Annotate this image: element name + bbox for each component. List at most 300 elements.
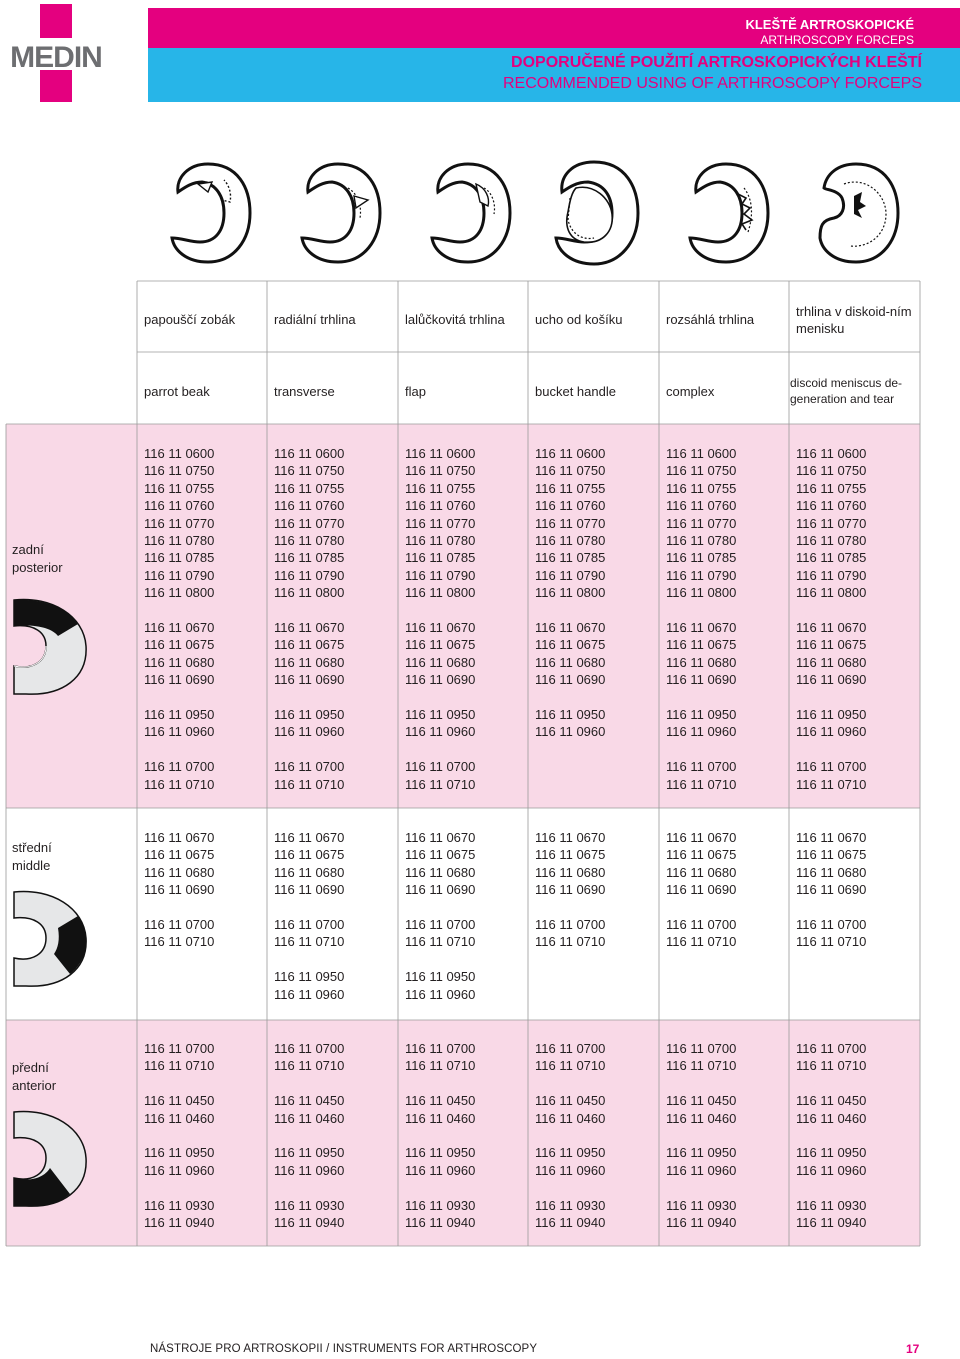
catalog-code: 116 11 0940 bbox=[796, 1215, 867, 1231]
row-label-cz: střední bbox=[12, 840, 52, 855]
catalog-code: 116 11 0670 bbox=[405, 830, 476, 845]
catalog-code: 116 11 0750 bbox=[796, 463, 867, 479]
catalog-code: 116 11 0670 bbox=[796, 620, 867, 636]
catalog-code: 116 11 0680 bbox=[405, 654, 476, 670]
catalog-code: 116 11 0780 bbox=[144, 533, 215, 549]
catalog-code: 116 11 0960 bbox=[796, 724, 867, 740]
table-cell bbox=[535, 829, 605, 968]
catalog-code: 116 11 0960 bbox=[405, 986, 476, 1002]
catalog-code: 116 11 0785 bbox=[535, 550, 606, 566]
catalog-code: 116 11 0950 bbox=[666, 707, 737, 723]
catalog-code: 116 11 0700 bbox=[405, 759, 476, 775]
catalog-code: 116 11 0675 bbox=[535, 637, 606, 653]
row-label-en: anterior bbox=[12, 1078, 57, 1093]
flap-tear-icon bbox=[428, 158, 514, 268]
catalog-code: 116 11 0790 bbox=[535, 567, 606, 583]
catalog-code: 116 11 0690 bbox=[796, 882, 867, 898]
catalog-code: 116 11 0600 bbox=[274, 446, 345, 461]
catalog-code: 116 11 0460 bbox=[274, 1110, 345, 1126]
catalog-code: 116 11 0700 bbox=[666, 759, 737, 775]
code-group bbox=[666, 1040, 736, 1075]
column-label-cz: papouščí zobák bbox=[144, 312, 236, 327]
code-group bbox=[666, 1197, 736, 1232]
catalog-code: 116 11 0960 bbox=[666, 724, 737, 740]
catalog-code: 116 11 0785 bbox=[274, 550, 345, 566]
catalog-code: 116 11 0600 bbox=[405, 446, 476, 461]
catalog-code: 116 11 0710 bbox=[274, 776, 345, 792]
table-cell bbox=[274, 829, 344, 1020]
catalog-code: 116 11 0710 bbox=[144, 934, 215, 950]
code-group bbox=[144, 1144, 214, 1179]
catalog-code: 116 11 0790 bbox=[274, 567, 345, 583]
table-cell bbox=[796, 445, 866, 810]
catalog-code: 116 11 0670 bbox=[535, 830, 606, 845]
catalog-code: 116 11 0700 bbox=[796, 917, 867, 933]
catalog-code: 116 11 0780 bbox=[796, 533, 867, 549]
catalog-code: 116 11 0800 bbox=[796, 585, 867, 601]
code-group bbox=[666, 758, 736, 793]
code-group bbox=[535, 445, 605, 602]
code-group bbox=[405, 968, 475, 1003]
catalog-code: 116 11 0755 bbox=[274, 480, 345, 496]
table-cell bbox=[144, 829, 214, 968]
code-group bbox=[535, 1197, 605, 1232]
catalog-code: 116 11 0670 bbox=[535, 620, 606, 636]
catalog-code: 116 11 0675 bbox=[535, 847, 606, 863]
catalog-code: 116 11 0950 bbox=[796, 707, 867, 723]
catalog-code: 116 11 0675 bbox=[796, 847, 867, 863]
code-group bbox=[144, 1197, 214, 1232]
catalog-code: 116 11 0710 bbox=[535, 1058, 606, 1074]
catalog-code: 116 11 0950 bbox=[666, 1145, 737, 1161]
code-group bbox=[144, 916, 214, 951]
catalog-code: 116 11 0930 bbox=[274, 1197, 345, 1213]
catalog-code: 116 11 0680 bbox=[405, 864, 476, 880]
column-label-cz: rozsáhlá trhlina bbox=[666, 312, 755, 327]
catalog-code: 116 11 0930 bbox=[535, 1197, 606, 1213]
catalog-code: 116 11 0930 bbox=[796, 1197, 867, 1213]
catalog-code: 116 11 0710 bbox=[144, 1058, 215, 1074]
catalog-code: 116 11 0940 bbox=[405, 1215, 476, 1231]
catalog-code: 116 11 0770 bbox=[666, 515, 737, 531]
catalog-code: 116 11 0750 bbox=[666, 463, 737, 479]
code-group bbox=[535, 1092, 605, 1127]
catalog-code: 116 11 0930 bbox=[666, 1197, 737, 1213]
catalog-code: 116 11 0690 bbox=[535, 672, 606, 688]
catalog-code: 116 11 0680 bbox=[666, 654, 737, 670]
page-title-cz: DOPORUČENÉ POUŽITÍ ARTROSKOPICKÝCH KLEŠTÍ bbox=[511, 54, 922, 71]
catalog-code: 116 11 0780 bbox=[666, 533, 737, 549]
catalog-code: 116 11 0675 bbox=[405, 847, 476, 863]
code-group bbox=[796, 445, 866, 602]
catalog-code: 116 11 0675 bbox=[274, 637, 345, 653]
catalog-code: 116 11 0950 bbox=[535, 707, 606, 723]
catalog-code: 116 11 0785 bbox=[796, 550, 867, 566]
column-label-en: complex bbox=[666, 384, 715, 399]
code-group bbox=[274, 916, 344, 951]
catalog-code: 116 11 0950 bbox=[144, 1145, 215, 1161]
bucket-handle-tear-icon bbox=[554, 158, 640, 268]
catalog-code: 116 11 0960 bbox=[405, 724, 476, 740]
code-group bbox=[535, 829, 605, 899]
catalog-code: 116 11 0770 bbox=[405, 515, 476, 531]
catalog-code: 116 11 0800 bbox=[274, 585, 345, 601]
code-group bbox=[796, 619, 866, 689]
catalog-code: 116 11 0710 bbox=[666, 1058, 737, 1074]
catalog-code: 116 11 0680 bbox=[144, 654, 215, 670]
catalog-code: 116 11 0790 bbox=[144, 567, 215, 583]
code-group bbox=[666, 445, 736, 602]
catalog-code: 116 11 0460 bbox=[796, 1110, 867, 1126]
code-group bbox=[796, 829, 866, 899]
catalog-code: 116 11 0755 bbox=[796, 480, 867, 496]
catalog-code: 116 11 0675 bbox=[144, 637, 215, 653]
catalog-code: 116 11 0800 bbox=[535, 585, 606, 601]
catalog-code: 116 11 0450 bbox=[796, 1093, 867, 1109]
row-label-cz: zadní bbox=[12, 542, 44, 557]
catalog-code: 116 11 0690 bbox=[274, 672, 345, 688]
catalog-code: 116 11 0450 bbox=[535, 1093, 606, 1109]
catalog-code: 116 11 0675 bbox=[666, 637, 737, 653]
catalog-code: 116 11 0950 bbox=[405, 969, 476, 985]
code-group bbox=[666, 829, 736, 899]
catalog-code: 116 11 0700 bbox=[144, 917, 215, 933]
catalog-code: 116 11 0950 bbox=[144, 707, 215, 723]
catalog-code: 116 11 0940 bbox=[144, 1215, 215, 1231]
code-group bbox=[796, 758, 866, 793]
catalog-code: 116 11 0790 bbox=[666, 567, 737, 583]
table-cell bbox=[274, 445, 344, 810]
catalog-code: 116 11 0760 bbox=[796, 498, 867, 514]
code-group bbox=[144, 1040, 214, 1075]
catalog-code: 116 11 0700 bbox=[144, 759, 215, 775]
row-label-cz: přední bbox=[12, 1060, 49, 1075]
catalog-code: 116 11 0710 bbox=[274, 934, 345, 950]
catalog-code: 116 11 0680 bbox=[666, 864, 737, 880]
category-en: ARTHROSCOPY FORCEPS bbox=[760, 33, 914, 47]
code-group bbox=[535, 706, 605, 741]
catalog-code: 116 11 0710 bbox=[796, 934, 867, 950]
anterior-zone-icon bbox=[12, 1108, 88, 1208]
code-group bbox=[535, 916, 605, 951]
code-group bbox=[405, 1197, 475, 1232]
column-label-en: discoid meniscus de-generation and tear bbox=[790, 376, 903, 406]
page-number: 17 bbox=[906, 1342, 920, 1356]
catalog-code: 116 11 0675 bbox=[666, 847, 737, 863]
code-group bbox=[405, 916, 475, 951]
catalog-code: 116 11 0760 bbox=[405, 498, 476, 514]
code-group bbox=[405, 445, 475, 602]
column-label-cz: ucho od košíku bbox=[535, 312, 623, 327]
catalog-code: 116 11 0755 bbox=[144, 480, 215, 496]
catalog-code: 116 11 0710 bbox=[405, 1058, 476, 1074]
catalog-code: 116 11 0670 bbox=[144, 830, 215, 845]
catalog-code: 116 11 0950 bbox=[274, 1145, 345, 1161]
code-group bbox=[405, 1092, 475, 1127]
catalog-code: 116 11 0785 bbox=[405, 550, 476, 566]
catalog-code: 116 11 0670 bbox=[274, 830, 345, 845]
code-group bbox=[274, 619, 344, 689]
catalog-code: 116 11 0600 bbox=[535, 446, 606, 461]
row-label-middle bbox=[12, 839, 52, 875]
catalog-code: 116 11 0960 bbox=[274, 986, 345, 1002]
row-label-posterior bbox=[12, 541, 63, 577]
code-group bbox=[535, 1040, 605, 1075]
catalog-code: 116 11 0940 bbox=[666, 1215, 737, 1231]
catalog-code: 116 11 0755 bbox=[666, 480, 737, 496]
catalog-code: 116 11 0700 bbox=[274, 759, 345, 775]
catalog-code: 116 11 0800 bbox=[405, 585, 476, 601]
code-group bbox=[405, 758, 475, 793]
catalog-code: 116 11 0785 bbox=[144, 550, 215, 566]
catalog-code: 116 11 0670 bbox=[796, 830, 867, 845]
catalog-code: 116 11 0770 bbox=[144, 515, 215, 531]
catalog-code: 116 11 0460 bbox=[666, 1110, 737, 1126]
catalog-code: 116 11 0790 bbox=[796, 567, 867, 583]
code-group bbox=[274, 1040, 344, 1075]
catalog-code: 116 11 0675 bbox=[796, 637, 867, 653]
table-cell bbox=[144, 1040, 214, 1249]
catalog-code: 116 11 0960 bbox=[144, 724, 215, 740]
code-group bbox=[144, 829, 214, 899]
catalog-code: 116 11 0800 bbox=[144, 585, 215, 601]
catalog-code: 116 11 0750 bbox=[535, 463, 606, 479]
catalog-code: 116 11 0700 bbox=[666, 1041, 737, 1056]
code-group bbox=[274, 829, 344, 899]
catalog-code: 116 11 0755 bbox=[405, 480, 476, 496]
code-group bbox=[274, 1144, 344, 1179]
posterior-zone-icon bbox=[12, 596, 88, 696]
table-cell bbox=[666, 1040, 736, 1249]
catalog-code: 116 11 0680 bbox=[796, 654, 867, 670]
code-group bbox=[535, 619, 605, 689]
catalog-code: 116 11 0710 bbox=[274, 1058, 345, 1074]
catalog-code: 116 11 0780 bbox=[535, 533, 606, 549]
catalog-code: 116 11 0800 bbox=[666, 585, 737, 601]
table-cell bbox=[535, 1040, 605, 1249]
catalog-code: 116 11 0680 bbox=[144, 864, 215, 880]
catalog-code: 116 11 0710 bbox=[666, 776, 737, 792]
code-group bbox=[274, 1197, 344, 1232]
catalog-code: 116 11 0450 bbox=[274, 1093, 345, 1109]
code-group bbox=[144, 758, 214, 793]
catalog-code: 116 11 0960 bbox=[535, 724, 606, 740]
catalog-code: 116 11 0450 bbox=[144, 1093, 215, 1109]
column-label-cz: radiální trhlina bbox=[274, 312, 356, 327]
catalog-code: 116 11 0710 bbox=[796, 776, 867, 792]
catalog-code: 116 11 0690 bbox=[144, 672, 215, 688]
table-cell bbox=[405, 445, 475, 810]
table-cell bbox=[405, 1040, 475, 1249]
code-group bbox=[274, 968, 344, 1003]
catalog-code: 116 11 0680 bbox=[535, 864, 606, 880]
code-group bbox=[796, 1144, 866, 1179]
catalog-code: 116 11 0600 bbox=[666, 446, 737, 461]
catalog-code: 116 11 0460 bbox=[535, 1110, 606, 1126]
row-label-en: posterior bbox=[12, 560, 63, 575]
catalog-code: 116 11 0960 bbox=[666, 1162, 737, 1178]
catalog-code: 116 11 0960 bbox=[796, 1162, 867, 1178]
catalog-code: 116 11 0940 bbox=[274, 1215, 345, 1231]
column-label-cz: lalůčkovitá trhlina bbox=[405, 312, 505, 327]
complex-tear-icon bbox=[686, 158, 772, 268]
catalog-code: 116 11 0700 bbox=[405, 917, 476, 933]
catalog-code: 116 11 0750 bbox=[274, 463, 345, 479]
table-cell bbox=[144, 445, 214, 810]
column-label-en: bucket handle bbox=[535, 384, 616, 399]
catalog-code: 116 11 0690 bbox=[666, 882, 737, 898]
catalog-code: 116 11 0950 bbox=[405, 707, 476, 723]
catalog-code: 116 11 0670 bbox=[666, 620, 737, 636]
catalog-code: 116 11 0700 bbox=[535, 917, 606, 933]
catalog-code: 116 11 0960 bbox=[144, 1162, 215, 1178]
catalog-code: 116 11 0700 bbox=[274, 917, 345, 933]
catalog-code: 116 11 0675 bbox=[405, 637, 476, 653]
catalog-code: 116 11 0680 bbox=[796, 864, 867, 880]
code-group bbox=[405, 1040, 475, 1075]
table-cell bbox=[666, 445, 736, 810]
catalog-code: 116 11 0930 bbox=[405, 1197, 476, 1213]
discoid-tear-icon bbox=[816, 158, 902, 268]
catalog-code: 116 11 0750 bbox=[405, 463, 476, 479]
catalog-code: 116 11 0960 bbox=[405, 1162, 476, 1178]
code-group bbox=[666, 706, 736, 741]
catalog-code: 116 11 0690 bbox=[405, 672, 476, 688]
catalog-code: 116 11 0710 bbox=[405, 934, 476, 950]
table-cell bbox=[535, 445, 605, 758]
catalog-code: 116 11 0690 bbox=[274, 882, 345, 898]
code-group bbox=[144, 445, 214, 602]
catalog-code: 116 11 0600 bbox=[144, 446, 215, 461]
code-group bbox=[666, 1092, 736, 1127]
catalog-code: 116 11 0760 bbox=[274, 498, 345, 514]
table-cell bbox=[796, 1040, 866, 1249]
page-title-en: RECOMMENDED USING OF ARTHROSCOPY FORCEPS bbox=[502, 75, 922, 92]
catalog-code: 116 11 0950 bbox=[274, 707, 345, 723]
code-group bbox=[405, 706, 475, 741]
catalog-code: 116 11 0670 bbox=[274, 620, 345, 636]
column-label-en: parrot beak bbox=[144, 384, 210, 399]
code-group bbox=[796, 1092, 866, 1127]
catalog-code: 116 11 0750 bbox=[144, 463, 215, 479]
code-group bbox=[666, 1144, 736, 1179]
code-group bbox=[535, 1144, 605, 1179]
catalog-code: 116 11 0760 bbox=[666, 498, 737, 514]
code-group bbox=[405, 829, 475, 899]
middle-zone-icon bbox=[12, 888, 88, 988]
code-group bbox=[796, 1197, 866, 1232]
category-cz: KLEŠTĚ ARTROSKOPICKÉ bbox=[745, 17, 914, 32]
catalog-code: 116 11 0950 bbox=[796, 1145, 867, 1161]
table-cell bbox=[666, 829, 736, 968]
code-group bbox=[666, 916, 736, 951]
catalog-code: 116 11 0675 bbox=[274, 847, 345, 863]
code-group bbox=[274, 758, 344, 793]
catalog-code: 116 11 0670 bbox=[666, 830, 737, 845]
catalog-code: 116 11 0600 bbox=[796, 446, 867, 461]
table-cell bbox=[796, 829, 866, 968]
column-label-en: flap bbox=[405, 384, 426, 399]
row-label-anterior bbox=[12, 1059, 56, 1095]
catalog-code: 116 11 0960 bbox=[535, 1162, 606, 1178]
code-group bbox=[144, 619, 214, 689]
catalog-code: 116 11 0770 bbox=[535, 515, 606, 531]
catalog-code: 116 11 0710 bbox=[796, 1058, 867, 1074]
column-label-en: transverse bbox=[274, 384, 335, 399]
catalog-code: 116 11 0930 bbox=[144, 1197, 215, 1213]
code-group bbox=[274, 445, 344, 602]
catalog-code: 116 11 0780 bbox=[274, 533, 345, 549]
catalog-code: 116 11 0940 bbox=[535, 1215, 606, 1231]
code-group bbox=[796, 1040, 866, 1075]
catalog-code: 116 11 0770 bbox=[796, 515, 867, 531]
catalog-code: 116 11 0450 bbox=[405, 1093, 476, 1109]
catalog-code: 116 11 0760 bbox=[144, 498, 215, 514]
catalog-code: 116 11 0790 bbox=[405, 567, 476, 583]
row-label-en: middle bbox=[12, 858, 51, 873]
catalog-code: 116 11 0690 bbox=[535, 882, 606, 898]
parrot-beak-tear-icon bbox=[168, 158, 254, 268]
catalog-code: 116 11 0700 bbox=[274, 1041, 345, 1056]
catalog-code: 116 11 0700 bbox=[144, 1041, 215, 1056]
catalog-code: 116 11 0700 bbox=[666, 917, 737, 933]
table-cell bbox=[405, 829, 475, 1020]
catalog-code: 116 11 0950 bbox=[535, 1145, 606, 1161]
catalog-code: 116 11 0675 bbox=[144, 847, 215, 863]
transverse-tear-icon bbox=[298, 158, 384, 268]
code-group bbox=[144, 706, 214, 741]
catalog-code: 116 11 0770 bbox=[274, 515, 345, 531]
catalog-code: 116 11 0950 bbox=[405, 1145, 476, 1161]
catalog-code: 116 11 0700 bbox=[796, 759, 867, 775]
catalog-code: 116 11 0690 bbox=[796, 672, 867, 688]
svg-text:MEDIN: MEDIN bbox=[10, 41, 102, 74]
catalog-code: 116 11 0780 bbox=[405, 533, 476, 549]
table-cell bbox=[274, 1040, 344, 1249]
catalog-code: 116 11 0680 bbox=[535, 654, 606, 670]
code-group bbox=[666, 619, 736, 689]
footer-text: NÁSTROJE PRO ARTROSKOPII / INSTRUMENTS FOR ARTHROSCOPY bbox=[150, 1343, 538, 1355]
catalog-code: 116 11 0785 bbox=[666, 550, 737, 566]
code-group bbox=[144, 1092, 214, 1127]
catalog-code: 116 11 0960 bbox=[274, 724, 345, 740]
code-group bbox=[405, 619, 475, 689]
catalog-code: 116 11 0760 bbox=[535, 498, 606, 514]
code-group bbox=[274, 1092, 344, 1127]
catalog-code: 116 11 0960 bbox=[274, 1162, 345, 1178]
code-group bbox=[405, 1144, 475, 1179]
catalog-code: 116 11 0450 bbox=[666, 1093, 737, 1109]
catalog-code: 116 11 0670 bbox=[405, 620, 476, 636]
catalog-code: 116 11 0700 bbox=[535, 1041, 606, 1056]
catalog-code: 116 11 0690 bbox=[144, 882, 215, 898]
catalog-code: 116 11 0950 bbox=[274, 969, 345, 985]
column-label-cz: trhlina v diskoid-ním menisku bbox=[796, 304, 912, 336]
catalog-code: 116 11 0700 bbox=[796, 1041, 867, 1056]
code-group bbox=[796, 916, 866, 951]
catalog-code: 116 11 0710 bbox=[535, 934, 606, 950]
catalog-code: 116 11 0710 bbox=[144, 776, 215, 792]
catalog-code: 116 11 0700 bbox=[405, 1041, 476, 1056]
catalog-code: 116 11 0680 bbox=[274, 864, 345, 880]
catalog-code: 116 11 0460 bbox=[144, 1110, 215, 1126]
code-group bbox=[274, 706, 344, 741]
catalog-code: 116 11 0460 bbox=[405, 1110, 476, 1126]
catalog-code: 116 11 0690 bbox=[666, 672, 737, 688]
code-group bbox=[796, 706, 866, 741]
catalog-code: 116 11 0710 bbox=[666, 934, 737, 950]
catalog-code: 116 11 0690 bbox=[405, 882, 476, 898]
